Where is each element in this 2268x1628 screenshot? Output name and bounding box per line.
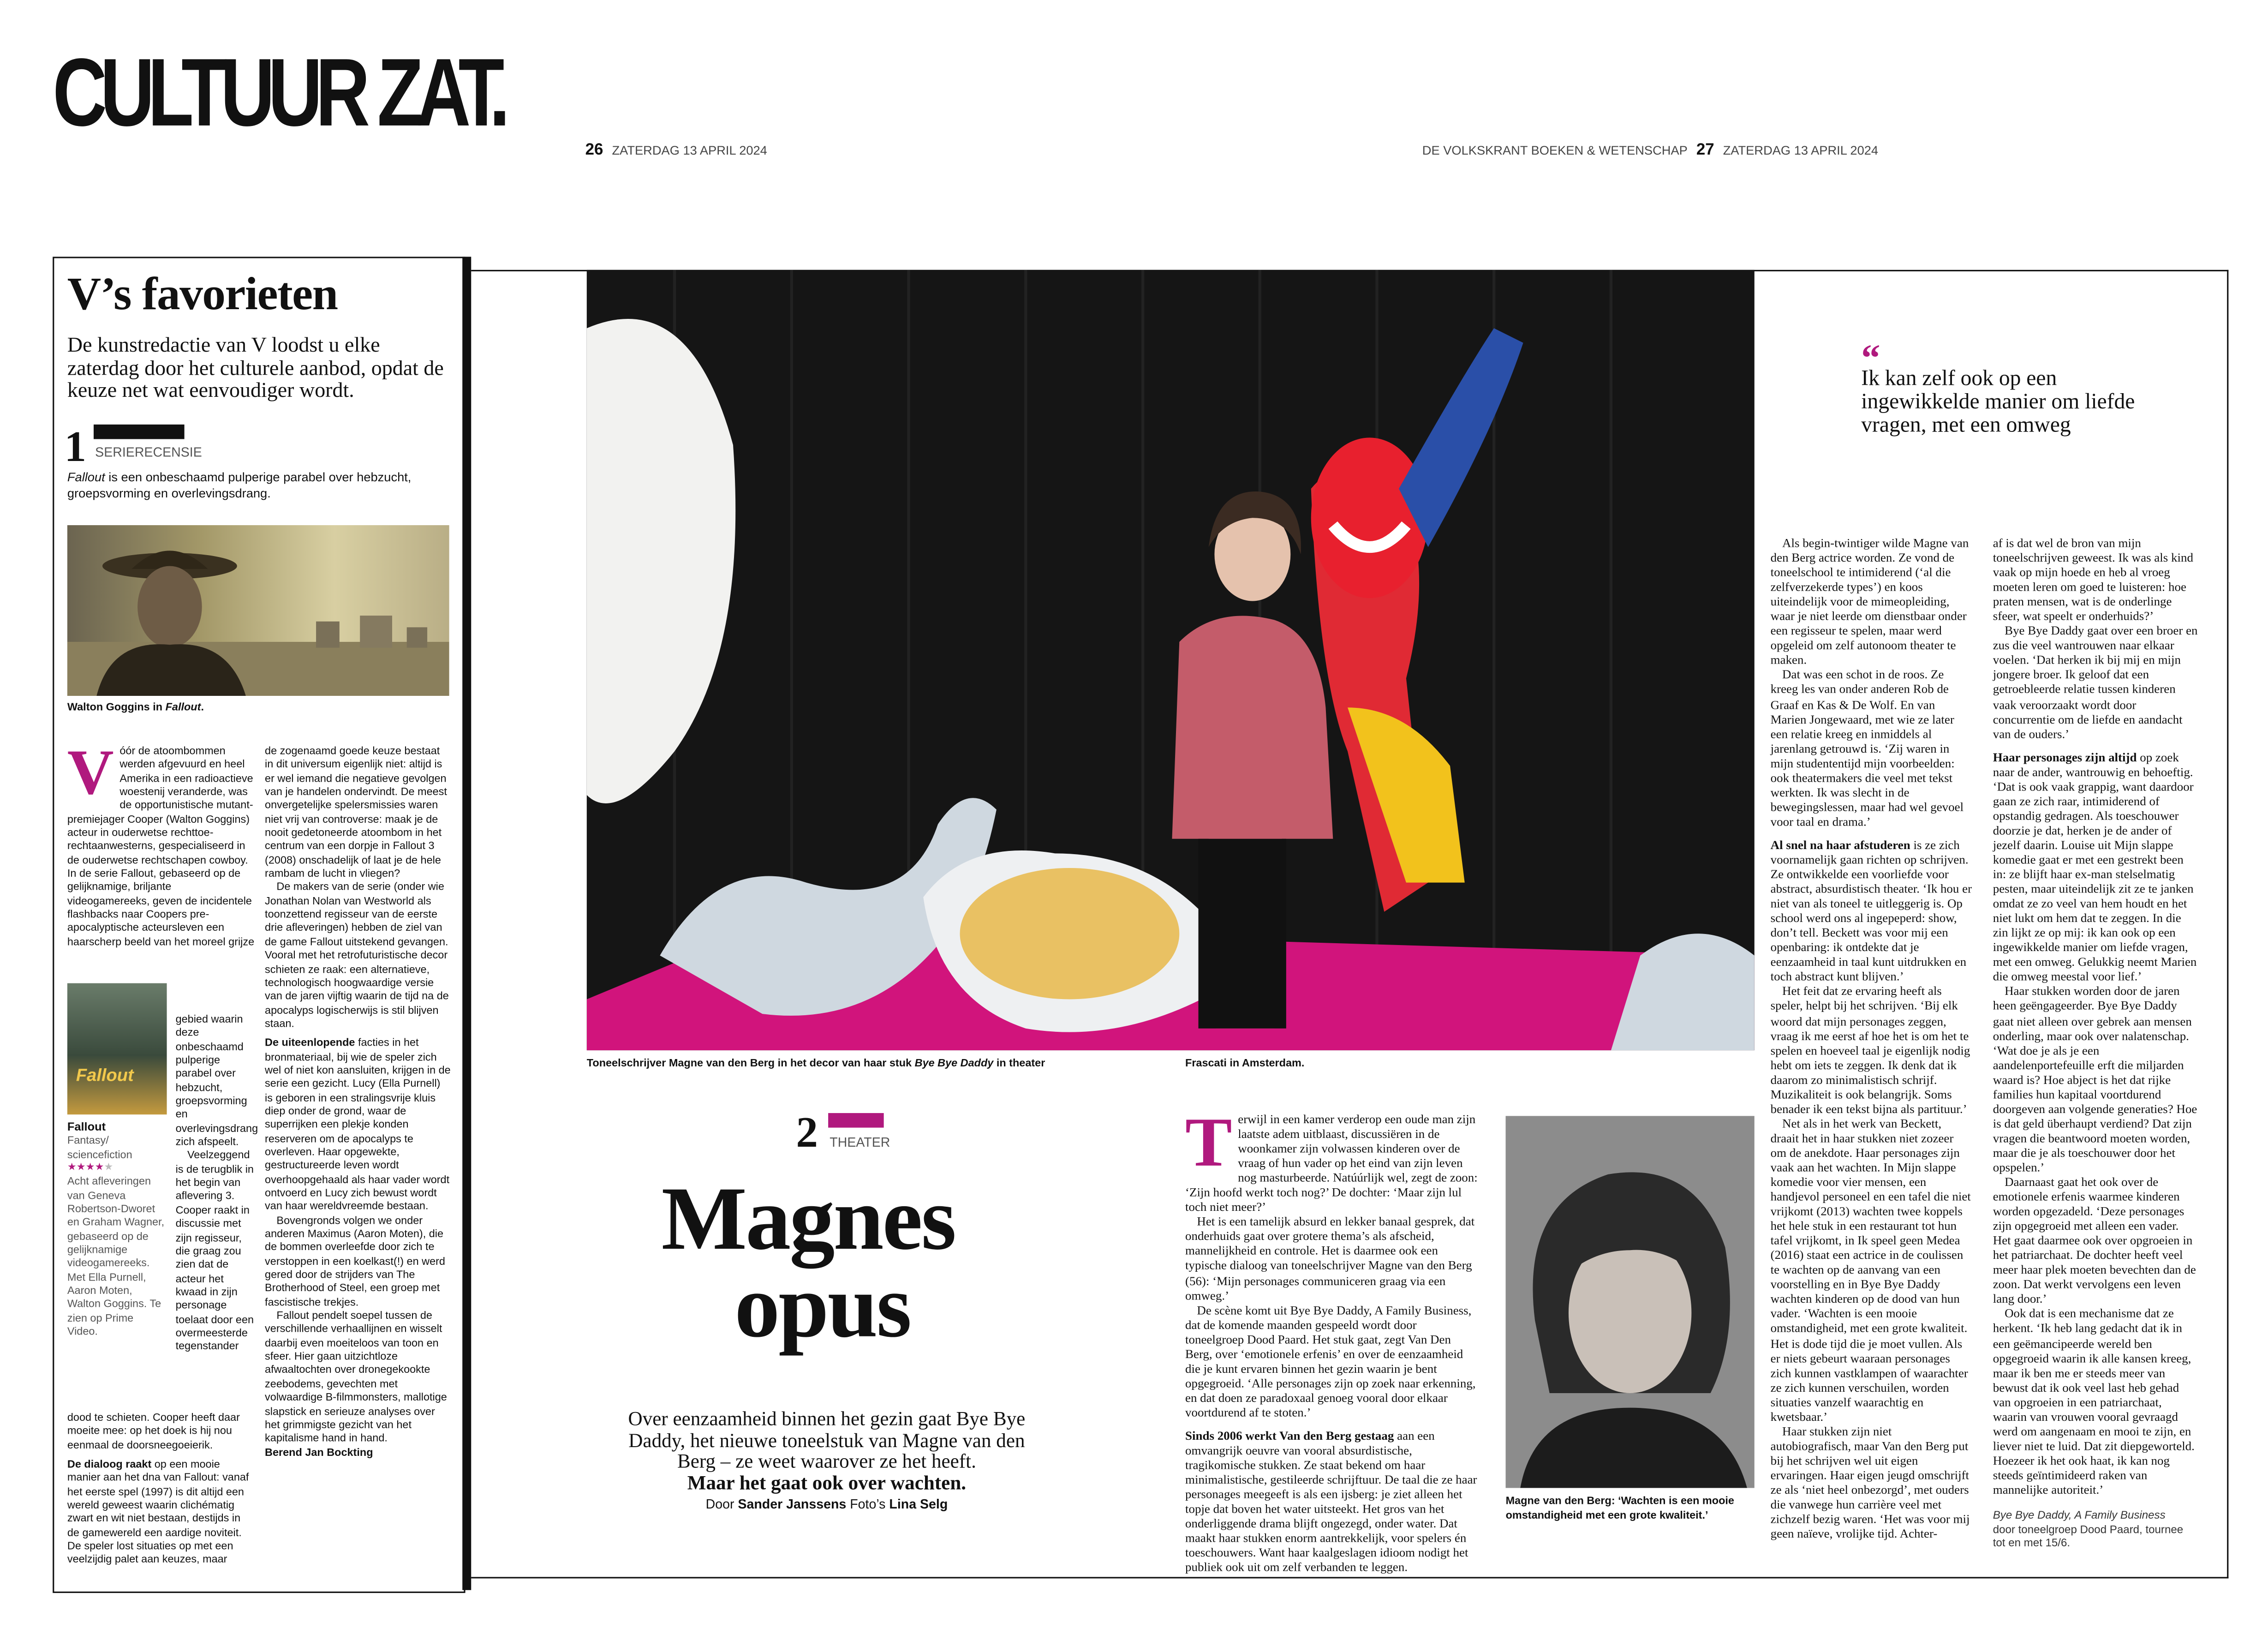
- pull-quote-mark: “: [1861, 337, 1880, 379]
- article-col-a: [1185, 1104, 1478, 1575]
- deck-rest: is een onbeschaamd pulperige parabel over hebzucht, groepsvorming en overlevingsdrang.: [67, 469, 412, 501]
- fallout-poster: [67, 983, 167, 1115]
- headline: [661, 1170, 955, 1357]
- b-p3-text: is ze zich voornamelijk gaan richten op schrijven. Ze ontwikkelde een voorliefde voor abstract, absurdistisch theater. ‘Ik hou er niet van als toneel te uitleggerig is. Op school werd ons al ingepeperd: show, don’t tell. Beckett was voor mij een openbaring: ik ontdekte dat je eenzaamheid in taal kunt uitdrukken en toch abstract kunt blijven.’: [1770, 837, 1972, 984]
- b-p1: Als begin-twintiger wilde Magne van den Berg actrice worden. Ze vond de toneelschool te intimiderend (‘al die zelfverzekerde types’) en koos uiteindelijk voor de mimeopleiding, waar je niet leerde om dienstbaar onder een regisseur te spelen, maar werd opgeleid om zelf autonoom theater te maken.: [1770, 535, 1969, 667]
- portrait-art: [1506, 1116, 1755, 1488]
- section-number-2: 2: [796, 1108, 818, 1157]
- deck-bold: Maar het gaat ook over wachten.: [687, 1471, 967, 1493]
- col2-p3: [265, 1036, 451, 1213]
- main-caption-title: Bye Bye Daddy: [914, 1056, 994, 1070]
- col2-p5: Fallout pendelt soepel tussen de verschillende verhaallijnen en wisselt daarbij even moeiteloos van toon en sfeer. Hier gaan uitzichtloze afwaaltochten over dronegekookte zeebodems, gevechten met volwaardige B-filmmonsters, mallotige slapstick en serieuze analyses over het grimmigste gezicht van het kapitalisme hand in hand.: [265, 1308, 447, 1445]
- sidebar-shadow: [462, 257, 471, 1590]
- folio-left: [585, 142, 767, 159]
- headline-line-2: opus: [734, 1257, 911, 1357]
- article-col-b: [1771, 535, 1973, 1541]
- section-bar-2: [828, 1113, 884, 1128]
- dropcap-t: T: [1185, 1104, 1232, 1182]
- sidebar-col-1-top: [67, 736, 255, 948]
- col1-p3-text: op een mooie manier aan het dna van Fallout: vanaf het eerste spel (1997) is dit altijd een wereld geweest waarin clichématig zwart en wit niet bestaan, destijds in de gamewereld een aardige noviteit. De speler lost situaties op met een veelzijdig palet aan keuzes, maar: [67, 1457, 249, 1566]
- feature-deck: [615, 1409, 1039, 1515]
- b-p6: Haar stukken zijn niet autobiografisch, maar Van den Berg put bij het schrijven wel uit eigen ervaringen. Haar eigen jeugd omschrijft ze als ‘niet heel onbezorgd’, met ouders die vanwege hun carrière veel met zichzelf bezig waren. ‘Het was voor mij geen naïeve, vrolijke tijd. Achter-: [1770, 1423, 1970, 1541]
- page-number-left: 26: [585, 141, 603, 159]
- section-label-1: SERIERECENSIE: [95, 445, 202, 460]
- b-p3: [1771, 837, 1973, 984]
- main-photo: [587, 270, 1755, 1050]
- production-info: [1993, 1508, 2198, 1550]
- fallout-caption-title: Fallout: [165, 700, 201, 713]
- portrait-caption: Magne van den Berg: ‘Wachten is een mooie omstandigheid met een grote kwaliteit.’: [1505, 1494, 1734, 1522]
- sidebar-title: V’s favorieten: [67, 267, 338, 320]
- byline: [615, 1494, 1039, 1515]
- sidebar-col-1-bottom: [67, 1411, 255, 1567]
- a-p2: Het is een tamelijk absurd en lekker banaal gesprek, dat onderhuids gaat over grotere thema’s als afscheid, mannelijkheid en controle. Het is daarmee ook een typische dialoog van toneelschrijver Magne van den Berg (56): ‘Mijn personages communiceren graag via een omweg.’: [1185, 1214, 1475, 1302]
- photo-author: Lina Selg: [889, 1496, 948, 1512]
- c-p2: Bye Bye Daddy gaat over een broer en zus die veel wantrouwen naar elkaar voelen. ‘Dat herken ik bij mij en mijn jongere broer. Ik geloof dat een getroebleerde relatie tussen kinderen vaak veroorzaakt wordt door concurrentie om de liefde en aandacht van de ouders.’: [1993, 623, 2198, 741]
- c-h: Haar personages zijn altijd: [1993, 749, 2137, 764]
- sidebar-intro: De kunstredactie van V loodst u elke zaterdag door het culturele aanbod, opdat de keuze net wat eenvoudiger wordt.: [67, 334, 444, 403]
- publication-name: DE VOLKSKRANT BOEKEN & WETENSCHAP: [1422, 143, 1688, 158]
- fallout-photo-caption: Walton Goggins in Fallout.: [67, 700, 204, 713]
- main-caption-b: in theater: [993, 1056, 1045, 1070]
- production-details: door toneelgroep Dood Paard, tournee tot en met 15/6.: [1993, 1522, 2184, 1550]
- main-photo-caption: [587, 1056, 1045, 1069]
- a-p4-text: aan een omvangrijk oeuvre van vooral absurdistische, tragikomische stukken. Ze staat bekend om haar minimalistische, gestileerde schrijftuur. De taal die ze haar personages meegeeft is als een ijsberg: je ziet alleen het topje dat boven het water uitsteekt. Het gros van het onderliggende drama blijft ongezegd, onder water. Dat maakt haar stukken enorm aantrekkelijk, voor spelers én toeschouwers. Want haar kaalgeslagen idioom nodigt het publiek ook uit om zelf verbanden te leggen.: [1185, 1428, 1477, 1575]
- b-p4: Het feit dat ze ervaring heeft als speler, helpt bij het schrijven. ‘Bij elk woord dat mijn personages zeggen, vraag ik me eerst af hoe het is om het te spelen en hoeveel taal je eigenlijk nodig hebt om iets te zeggen. Ik denk dat ik daarom zo minimalistisch schrijf. Muzikaliteit is ook belangrijk. Soms benader ik een tekst bijna als partituur.’: [1770, 984, 1970, 1116]
- portrait-photo: [1506, 1116, 1755, 1488]
- info-stars: ★★★★: [67, 1162, 104, 1173]
- photo-prefix: Foto’s: [846, 1496, 889, 1512]
- sidebar-col-1-narrow: [175, 1012, 258, 1353]
- a-p4: [1185, 1428, 1478, 1575]
- info-body: Acht afleveringen van Geneva Robertson-Dworet en Graham Wagner, gebaseerd op de gelijknamige videogamereeks. Met Ella Purnell, Aaron Moten, Walton Goggins. Te zien op Prime Video.: [67, 1175, 165, 1338]
- production-title: Bye Bye Daddy, A Family Business: [1993, 1508, 2166, 1522]
- deck-text: Over eenzaamheid binnen het gezin gaat Bye Bye Daddy, het nieuwe toneelstuk van Magne van den Berg – ze weet waarover ze het heeft.: [628, 1407, 1026, 1472]
- fallout-info: [67, 1120, 167, 1339]
- pull-quote: Ik kan zelf ook op een ingewikkelde manier om liefde vragen, met een omweg: [1861, 367, 2135, 438]
- dropcap-v: V: [67, 736, 114, 808]
- sidebar-deck: [67, 470, 451, 502]
- a-p1: erwijl in een kamer verderop een oude man zijn laatste adem uitblaast, discussiëren in de woonkamer zijn volwassen kinderen over de vraag of hun vader op het eind van zijn leven nog masturbeerde. Natúúrlijk wel, zegt de zoon: ‘Zijn hoofd werkt toch nog?’ De dochter: ‘Maar zijn lul toch niet meer?’: [1185, 1111, 1478, 1215]
- main-photo-art: [587, 270, 1755, 1050]
- sidebar-col-2: [265, 744, 451, 1459]
- col2-h: De uiteenlopende: [265, 1036, 355, 1049]
- section-number-1: 1: [64, 423, 87, 472]
- sidebar-author: Berend Jan Bockting: [265, 1445, 373, 1458]
- col2-p2: De makers van de serie (onder wie Jonathan Nolan van Westworld als toonzettend regisseur van de eerste drie afleveringen) hebben de ziel van de game Fallout uitstekend gevangen. Vooral met het retrofuturistische decor schieten ze raak: een alternatieve, technologisch hoogwaardige versie van de jaren vijftig waarin de tijd na de apocalyps logischerwijs is stil blijven staan.: [265, 880, 449, 1030]
- masthead: CULTUUR ZAT.: [53, 38, 503, 146]
- c-p3-text: op zoek naar de ander, wantrouwig en behoeftig. ‘Dat is ook vaak grappig, want daardoor gaan ze zich raar, intimiderend of opstandig gedragen. Als toeschouwer doorzie je dat, herken je de ander of jezelf daarin. Louise uit Mijn slappe komedie gaat er met een gestrekt been in: ze blijft haar ex-man stelselmatig pesten, maar uiteindelijk zit ze te janken omdat ze zo veel van hem houdt en het niet lukt om hem dat te zeggen. In die zin lijkt ze op mij: ik kan ook op een ingewikkelde manier om liefde vragen, met een omweg. Gelukkig neemt Marien die omweg meestal voor lief.’: [1993, 749, 2197, 984]
- date-left: ZATERDAG 13 APRIL 2024: [612, 143, 767, 158]
- article-col-c: [1993, 535, 2198, 1550]
- b-h: Al snel na haar afstuderen: [1770, 837, 1910, 852]
- col2-p3-text: facties in het bronmateriaal, bij wie de speler zich wel of niet kon aansluiten, krijgen in de serie een gezicht. Lucy (Ella Purnell) is geboren in een stralingsvrije kluis diep onder de grond, waar de superrijken een plekje konden reserveren om de apocalyps te overleven. Haar opgewekte, gestructureerde leven wordt overhoopgehaald als haar vader wordt ontvoerd en Lucy zich bewust wordt van haar wereldvreemde bestaan.: [265, 1036, 451, 1213]
- info-title: Fallout: [67, 1120, 106, 1134]
- fallout-photo: [67, 525, 449, 696]
- col1-p1: óór de atoombommen werden afgevuurd en heel Amerika in een radioactieve woestenij veranderde, was de opportunistische mutant-premiejager Cooper (Walton Goggins) acteur in ouderwetse rechttoe-rechtaanwesterns, gespecialiseerd in de ouderwetse rechtschapen cowboy. In de serie Fallout, gebaseerd op de gelijknamige, briljante videogamereeks, geven de incidentele flashbacks naar Coopers pre-apocalyptische acteursleven een haarscherp beeld van het moreel grijze: [67, 744, 255, 948]
- col2-p4: Bovengronds volgen we onder anderen Maximus (Aaron Moten), die de bommen overleefde door zich te verstoppen in een koelkast(!) en werd gered door de strijders van The Brotherhood of Steel, een groep met fascistische trekjes.: [265, 1213, 445, 1308]
- col1-p1b: gebied waarin deze onbeschaamd pulperige parabel over hebzucht, groepsvorming en overlevingsdrang zich afspeelt.: [175, 1012, 258, 1149]
- poster-title: Fallout: [76, 1065, 134, 1086]
- col1-p2: Veelzeggend is de terugblik in het begin van aflevering 3. Cooper raakt in discussie met zijn regisseur, die graag zou zien dat de acteur het kwaad in zijn personage toelaat door een overmeesterde tegenstander: [175, 1149, 254, 1353]
- info-star-off: ★: [104, 1162, 113, 1173]
- col1-h: De dialoog raakt: [67, 1457, 152, 1471]
- folio-right: [1422, 142, 1878, 159]
- main-caption-a: Toneelschrijver Magne van den Berg in het decor van haar stuk: [586, 1056, 915, 1070]
- byline-prefix: Door: [705, 1496, 738, 1512]
- col1-p2b: dood te schieten. Cooper heeft daar moeite mee: op het doek is hij nou eenmaal de doorsneegoeierik.: [67, 1410, 240, 1451]
- section-bar-1: [94, 425, 185, 439]
- main-photo-caption-2: Frascati in Amsterdam.: [1185, 1056, 1305, 1070]
- fallout-photo-art: [67, 525, 449, 696]
- page-number-right: 27: [1696, 141, 1714, 159]
- deck-title: Fallout: [67, 469, 105, 485]
- a-p3: De scène komt uit Bye Bye Daddy, A Family Business, dat de komende maanden gespeeld wordt door toneelgroep Dood Paard. Het stuk gaat, zegt Van Den Berg, over ‘emotionele erfenis’ en over de eenzaamheid die je kunt ervaren binnen het gezin waarin je bent opgegroeid. ‘Alle personages zijn op zoek naar erkenning, en dat doen ze paradoxaal genoeg vooral door elkaar voortdurend af te stoten.’: [1185, 1302, 1476, 1419]
- info-genre: Fantasy/ sciencefiction: [67, 1134, 132, 1161]
- c-p3: [1993, 749, 2198, 984]
- col1-p3: [67, 1457, 255, 1566]
- headline-line-1: Magnes: [661, 1170, 955, 1269]
- c-p6: Ook dat is een mechanisme dat ze herkent. ‘Ik heb lang gedacht dat ik in een geëmancipeerde wereld ben opgegroeid waarin ik alle kansen kreeg, maar ik ben me er steeds meer van bewust dat ik ook veel last heb gehad van opgroeien in een patriarchaat, waarin van vrouwen vooral gevraagd werd om aangenaam en mooi te zijn, en liever niet te luid. Dat zit diepgeworteld. Hoezeer ik het ook haat, ik kan nog steeds geïntimideerd raken van mannelijke autoriteit.’: [1993, 1306, 2195, 1497]
- c-p1: af is dat wel de bron van mijn toneelschrijven geweest. Ik was als kind vaak op mijn hoede en heb al vroeg moeten leren om goed te luisteren: hoe praten mensen, wat is de onderlinge sfeer, wat speelt er onderhuids?’: [1993, 535, 2193, 623]
- fallout-caption-text: Walton Goggins in: [67, 700, 166, 713]
- c-p5: Daarnaast gaat het ook over de emotionele erfenis waarmee kinderen worden opgezadeld. ‘Deze personages zijn opgegroeid met alleen een vader. Het gaat daarmee ook over opgroeien in het patriarchaat. De dochter heeft veel meer haar plek moeten bevechten dan de zoon. Dat werkt vervolgens een leven lang door.’: [1993, 1174, 2196, 1306]
- b-p2: Dat was een schot in de roos. Ze kreeg les van onder anderen Rob de Graaf en Kas & De Wolf. En van Marien Jongewaard, met wie ze later een relatie kreeg en inmiddels al jarenlang getrouwd is. ‘Zij waren in mijn studententijd mijn voorbeelden: ook theatermakers die veel met tekst werkten. Ik was slecht in de bewegingslessen, maar had wel gevoel voor taal en drama.’: [1770, 667, 1964, 829]
- byline-author: Sander Janssens: [738, 1496, 847, 1512]
- c-p4: Haar stukken worden door de jaren heen geëngageerder. Bye Bye Daddy gaat niet alleen over gebrek aan mensen onderling, maar ook over nalatenschap. ‘Wat doe je als je een aandelenportefeuille erft die miljarden waard is? Hoe abject is het dat rijke families hun kapitaal voortdurend doorgeven aan volgende generaties? Hoe is dat geld überhaupt verdiend? Dat zijn vragen die beantwoord moeten worden, maar die je als toeschouwer door het opspelen.’: [1993, 984, 2197, 1174]
- col2-p1: de zogenaamd goede keuze bestaat in dit universum eigenlijk niet: altijd is er wel iemand die negatieve gevolgen van je handelen ondervindt. De meest onvergetelijke spelersmissies waren niet vrij van controverse: maak je de nooit gedetoneerde atoombom in het centrum van een dorpje in Fallout 3 (2008) onschadelijk of laat je de hele rambam de lucht in vliegen?: [265, 744, 447, 880]
- info-rating: [67, 1161, 167, 1175]
- b-p5: Net als in het werk van Beckett, draait het in haar stukken niet zozeer om de anekdote. Haar personages zijn vaak aan het wachten. In Mijn slappe komedie voor vier mensen, een handjevol personeel en een tafel die niet vrijkomt (2013) wachten twee koppels het hele stuk in een restaurant tot hun tafel vrijkomt, in Ik speel geen Medea (2016) staat een actrice in de coulissen te wachten op de aanvang van een voorstelling en in Bye Bye Daddy wachten kinderen op de dood van hun vader. ‘Wachten is een mooie omstandigheid, met een grote kwaliteit. Het is dode tijd die je moet vullen. Als er niets gebeurt waaraan personages zich kunnen vastklampen of waarachter ze zich kunnen verschuilen, worden situaties vanzelf waarachtig en kwetsbaar.’: [1770, 1115, 1971, 1424]
- a-h: Sinds 2006 werkt Van den Berg gestaag: [1185, 1428, 1394, 1443]
- date-right: ZATERDAG 13 APRIL 2024: [1723, 143, 1879, 158]
- section-label-2: THEATER: [830, 1135, 890, 1150]
